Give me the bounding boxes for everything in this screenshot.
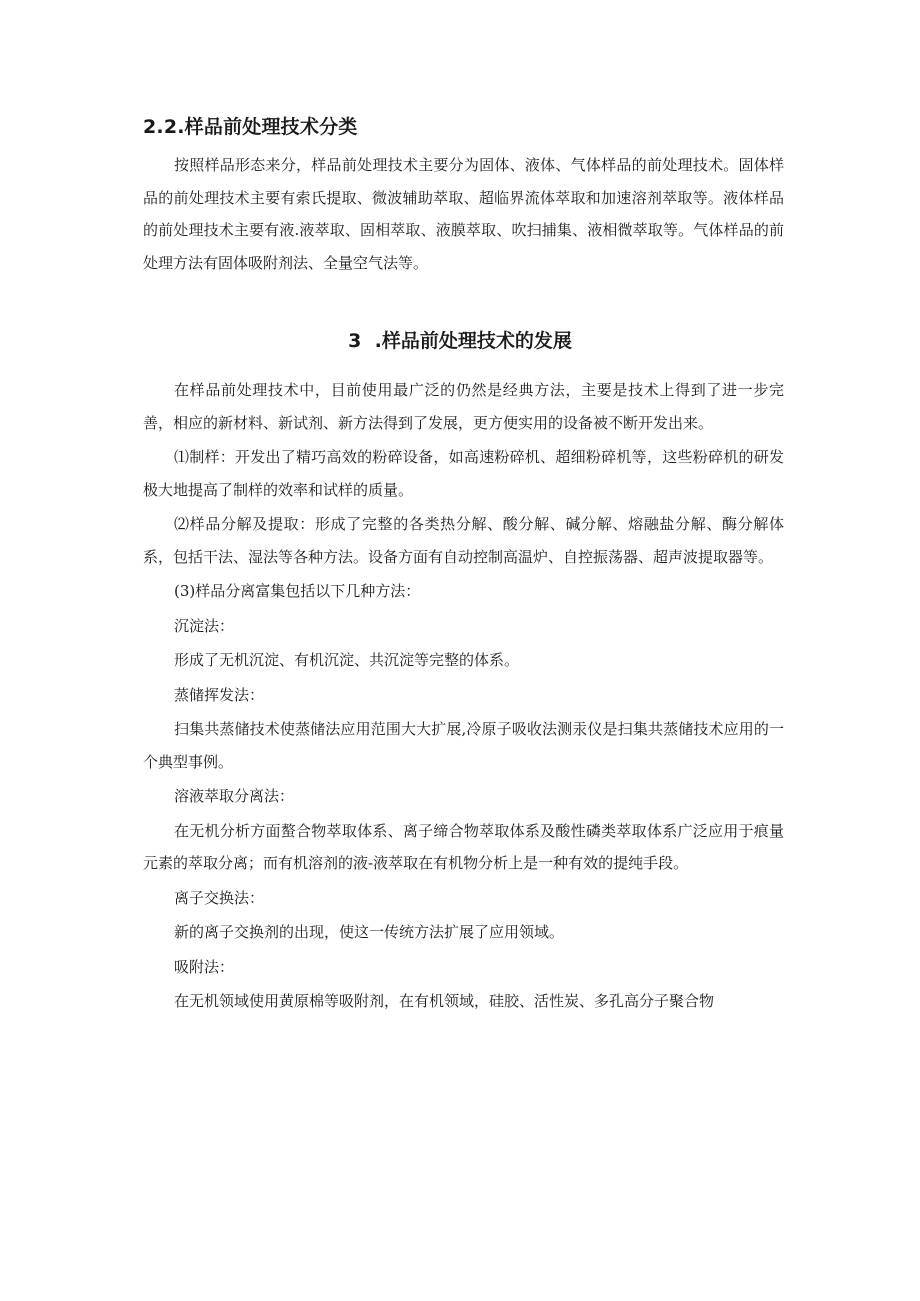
method-description: 形成了无机沉淀、有机沉淀、共沉淀等完整的体系。 — [174, 651, 520, 669]
paragraph-classification: 按照样品形态来分，样品前处理技术主要分为固体、液体、气体样品的前处理技术。固体样品的前处理技术主要有索氏提取、微波辅助萃取、超临界流体萃取和加速溶剂萃取等。液体样品的前处理技术主要有液.液萃取、固相萃取、液膜萃取、吹扫捕集、液相微萃取等。气体样品的前处理方法有固体吸附剂法、全量空气法等。 — [143, 156, 784, 272]
method-title: 蒸储挥发法： — [174, 685, 265, 704]
method-title: 溶液萃取分离法： — [174, 787, 295, 805]
paragraph-intro: 在样品前处理技术中，目前使用最广泛的仍然是经典方法，主要是技术上得到了进一步完善，相应的新材料、新试剂、新方法得到了发展，更方便实用的设备被不断开发出来。 — [143, 381, 784, 432]
method-description: 扫集共蒸储技术使蒸储法应用范围大大扩展,冷原子吸收法测汞仪是扫集共蒸储技术应用的一个典型事例。 — [143, 720, 784, 771]
method-title: 沉淀法： — [174, 616, 235, 635]
section-heading-2-2: 2.2.样品前处理技术分类 — [143, 116, 358, 138]
paragraph-item-1: ⑴制样：开发出了精巧高效的粉碎设备，如高速粉碎机、超细粉碎机等，这些粉碎机的研发极大地提高了制样的效率和试样的质量。 — [143, 448, 784, 499]
method-description: 新的离子交换剂的出现，使这一传统方法扩展了应用领域。 — [174, 923, 565, 941]
paragraph-item-3: (3)样品分离富集包括以下几种方法： — [174, 582, 421, 600]
method-description: 在无机领域使用黄原棉等吸附剂，在有机领域，硅胶、活性炭、多孔高分子聚合物 — [174, 992, 715, 1010]
method-description: 在无机分析方面螯合物萃取体系、离子缔合物萃取体系及酸性磷类萃取体系广泛应用于痕量元素的萃取分离；而有机溶剂的液-液萃取在有机物分析上是一种有效的提纯手段。 — [143, 821, 784, 872]
method-title: 吸附法： — [174, 957, 235, 976]
method-title: 离子交换法： — [174, 888, 265, 907]
section-3-body — [143, 374, 784, 1018]
section-heading-3: 3 .样品前处理技术的发展 — [348, 330, 572, 352]
paragraph-item-2: ⑵样品分解及提取：形成了完整的各类热分解、酸分解、碱分解、熔融盐分解、酶分解体系，包括干法、湿法等各种方法。设备方面有自动控制高温炉、自控振荡器、超声波提取器等。 — [143, 515, 784, 566]
